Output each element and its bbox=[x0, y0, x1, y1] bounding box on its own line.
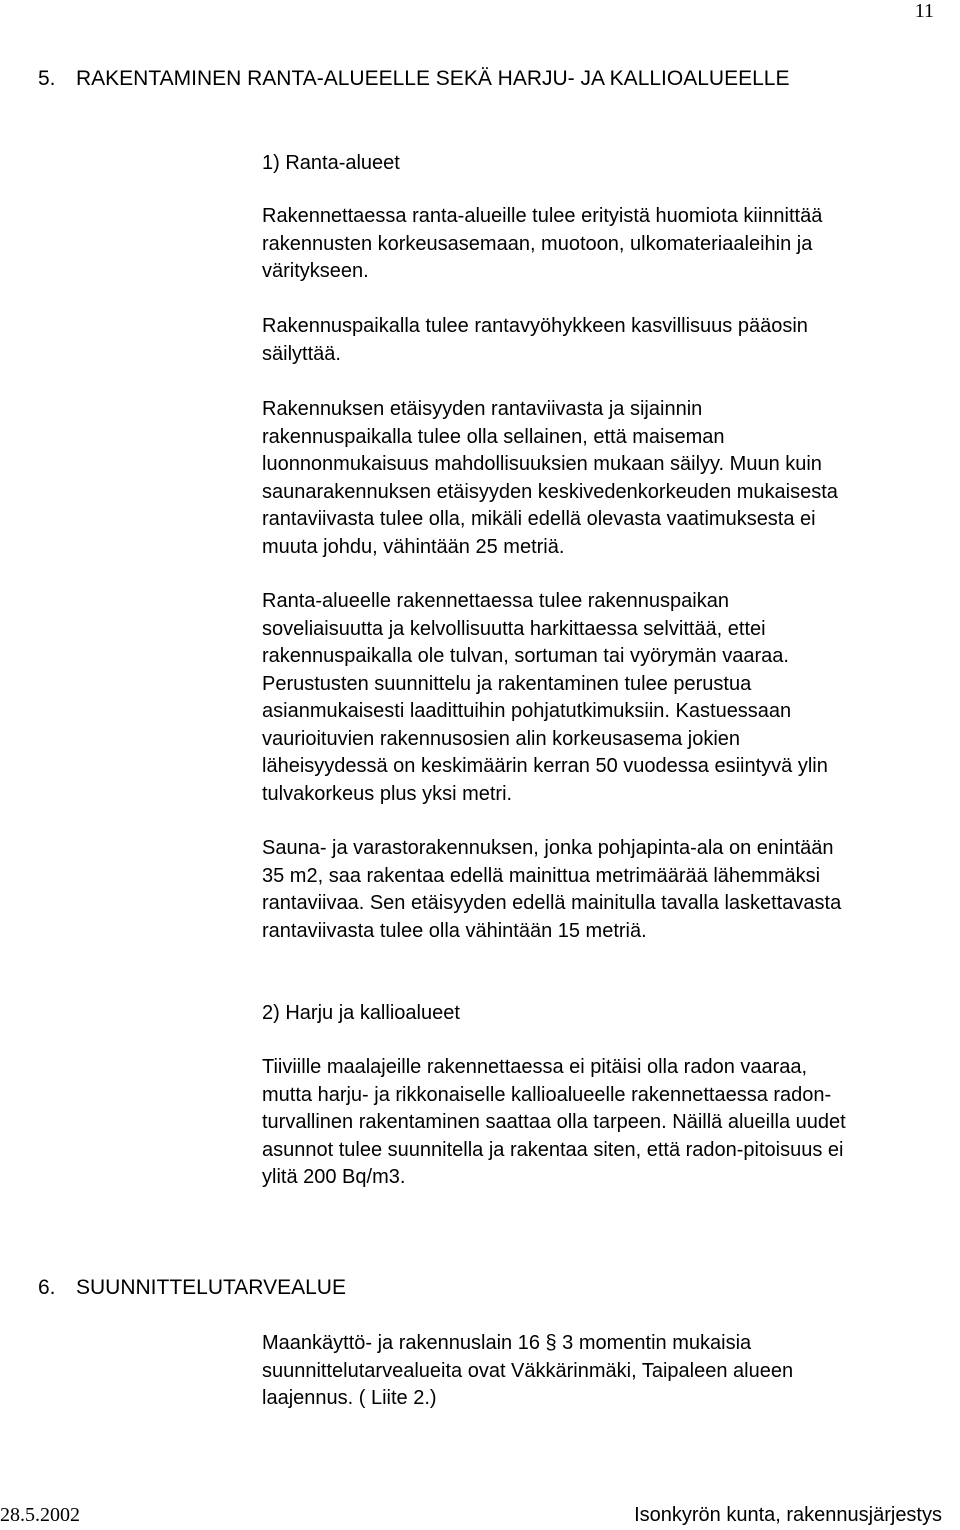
text-line: mutta harju- ja rikkonaiselle kallioalueelle rakennettaessa radon- bbox=[262, 1083, 832, 1106]
paragraph-shoreline-distance bbox=[262, 396, 960, 561]
page-number: 11 bbox=[914, 0, 934, 22]
text-line: tulvakorkeus plus yksi metri. bbox=[262, 782, 513, 805]
section-6-title: SUUNNITTELUTARVEALUE bbox=[76, 1276, 346, 1299]
text-line: asianmukaisesti laadittuihin pohjatutkimuksiin. Kastuessaan bbox=[262, 700, 792, 722]
paragraph-planning-need-areas bbox=[262, 1330, 960, 1413]
text-line: Ranta-alueelle rakennettaessa tulee rakennuspaikan bbox=[262, 590, 729, 612]
text-line: läheisyydessä on keskimäärin kerran 50 vuodessa esiintyvä ylin bbox=[262, 755, 828, 777]
section-6-heading bbox=[38, 1275, 346, 1301]
subsection-1-heading: 1) Ranta-alueet bbox=[262, 152, 400, 174]
text-line: laajennus. ( Liite 2.) bbox=[262, 1387, 437, 1409]
text-line: rantaviivaa. Sen etäisyyden edellä mainitulla tavalla laskettavasta bbox=[262, 892, 842, 914]
text-line: turvallinen rakentaminen saattaa olla tarpeen. Näillä alueilla uudet bbox=[262, 1111, 846, 1133]
text-line: rakennuspaikalla tulee olla sellainen, että maiseman bbox=[262, 425, 725, 448]
paragraph-shore-building bbox=[262, 203, 960, 286]
text-line: Rakennuspaikalla tulee rantavyöhykkeen kasvillisuus pääosin bbox=[262, 315, 808, 337]
section-5-number: 5. bbox=[38, 67, 56, 90]
section-5-title: RAKENTAMINEN RANTA-ALUEELLE SEKÄ HARJU- JA KALLIOALUEELLE bbox=[76, 67, 790, 90]
paragraph-flood-risk bbox=[262, 588, 960, 808]
section-5-heading bbox=[38, 66, 789, 92]
text-line: muuta johdu, vähintään 25 metriä. bbox=[262, 535, 565, 558]
footer-organization: Isonkyrön kunta, rakennusjärjestys bbox=[634, 1504, 942, 1526]
text-line: rakennusten korkeusasemaan, muotoon, ulkomateriaaleihin ja bbox=[262, 232, 813, 255]
text-line: rantaviivasta tulee olla vähintään 15 metriä. bbox=[262, 919, 647, 942]
text-line: suunnittelutarvealueita ovat Väkkärinmäki, Taipaleen alueen bbox=[262, 1359, 794, 1382]
text-line: rakennuspaikalla ole tulvan, sortuman tai vyörymän vaaraa. bbox=[262, 645, 789, 667]
paragraph-sauna-storage bbox=[262, 835, 960, 945]
text-line: säilyttää. bbox=[262, 342, 341, 365]
text-line: vaurioituvien rakennusosien alin korkeusasema jokien bbox=[262, 727, 741, 750]
text-line: soveliaisuutta ja kelvollisuutta harkittaessa selvittää, ettei bbox=[262, 617, 766, 640]
section-6-number: 6. bbox=[38, 1276, 56, 1299]
text-line: Sauna- ja varastorakennuksen, jonka pohjapinta-ala on enintään bbox=[262, 837, 834, 859]
subsection-2-heading: 2) Harju ja kallioalueet bbox=[262, 1002, 460, 1024]
text-line: asunnot tulee suunnitella ja rakentaa siten, että radon-pitoisuus ei bbox=[262, 1138, 844, 1161]
text-line: luonnonmukaisuus mahdollisuuksien mukaan säilyy. Muun kuin bbox=[262, 453, 822, 475]
paragraph-vegetation bbox=[262, 313, 960, 368]
paragraph-radon bbox=[262, 1054, 960, 1192]
text-line: 35 m2, saa rakentaa edellä mainittua metrimäärää lähemmäksi bbox=[262, 864, 821, 887]
text-line: väritykseen. bbox=[262, 260, 369, 282]
text-line: ylitä 200 Bq/m3. bbox=[262, 1166, 406, 1188]
text-line: rantaviivasta tulee olla, mikäli edellä olevasta vaatimuksesta ei bbox=[262, 508, 816, 530]
text-line: Rakennettaessa ranta-alueille tulee erityistä huomiota kiinnittää bbox=[262, 205, 823, 227]
text-line: Rakennuksen etäisyyden rantaviivasta ja sijainnin bbox=[262, 398, 703, 420]
text-line: Maankäyttö- ja rakennuslain 16 § 3 momentin mukaisia bbox=[262, 1332, 752, 1354]
footer-date: 28.5.2002 bbox=[0, 1504, 80, 1526]
text-line: Perustusten suunnittelu ja rakentaminen tulee perustua bbox=[262, 672, 752, 695]
text-line: saunarakennuksen etäisyyden keskivedenkorkeuden mukaisesta bbox=[262, 480, 838, 503]
text-line: Tiiviille maalajeille rakennettaessa ei pitäisi olla radon vaaraa, bbox=[262, 1056, 808, 1078]
